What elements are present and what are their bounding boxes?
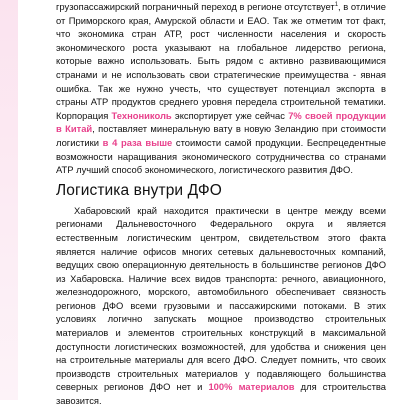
paragraph-export-potential — [56, 0, 386, 177]
section-heading: Логистика внутри ДФО — [56, 181, 222, 199]
text-run: экспортирует уже сейчас — [171, 109, 289, 121]
paragraph-logistics — [56, 204, 386, 408]
text-run: Хабаровский край находится практически в центре между всеми регионами Дальневосточного Федерального округа и является естественным логистическим центром, свидетельством этого факта является наличие офисов многих сетевых дальневосточных компаний, ведущих свою операционную деятельность в большинстве регионов ДФО из Хабаровска. Наличие всех видов транспорта: речного, авиационного, железнодорожного, морского, автомобильного обеспечивает связность регионов ДФО всеми грузовыми и пассажирскими потоками. В этих условиях логично запускать мощное производство строительных материалов и элементов строительных конструкций в максимальной доступности логистических возможностей, для удобства и снижения цен на строительные материалы для всего ДФО. Следует помнить, что своих производств строительных материалов у подавляющего большинства северных регионов ДФО нет и — [56, 204, 386, 393]
text-run: , в отличие от Приморского края, Амурской области и ЕАО. Так же отметим тот факт, что экономика стран АТР, рост численности населения и скорость экономического роста указывают на глобальное лидерство региона, которые важно использовать. Быть рядом с активно развивающимися странами и не использовать свои стратегические преимущества - явная ошибка. Так же нужно учесть, что существует потенциал экспорта в страны АТР продуктов среднего уровня передела строительной тематики. Корпорация — [56, 1, 387, 121]
text-run: грузопассажирский пограничный переход в регионе отсутствует — [56, 1, 335, 12]
page-content — [56, 0, 386, 408]
highlight-logistics-cost: в 4 раза выше — [102, 136, 173, 148]
highlight-technonicol: Технониколь — [111, 109, 172, 121]
text-run: стоимости самой продукции. Беспрецедентные возможности наращивания экономического сотрудничества со странами АТР лучший способ экономического, логистического развития ДФО. — [56, 136, 386, 176]
decorative-side-bar — [0, 0, 18, 400]
text-run: , поставляет минеральную вату в новую Зеландию при стоимости логистики — [56, 123, 387, 148]
text-run: для строительства завозится. — [56, 381, 386, 407]
highlight-materials-share: 100% материалов — [208, 381, 295, 393]
highlight-china-share: 7% своей продукции в Китай — [56, 109, 386, 135]
footnote-marker[interactable]: 1 — [334, 1, 339, 8]
